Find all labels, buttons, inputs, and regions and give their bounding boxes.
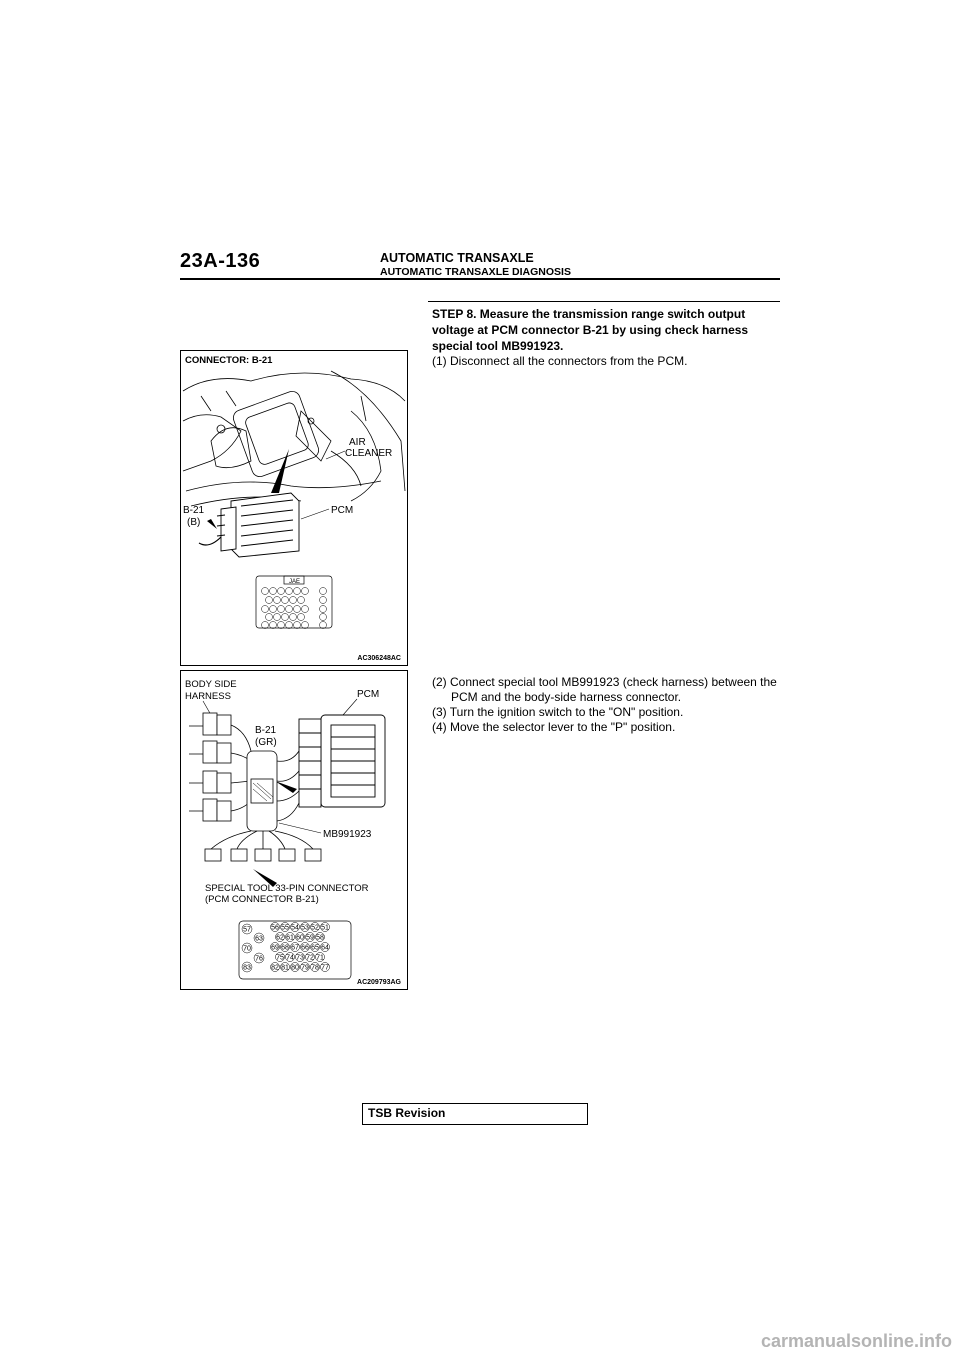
header-divider: [180, 278, 780, 280]
instruction-2: (2) Connect special tool MB991923 (check harness) between the PCM and the body-side harness connector.: [432, 675, 777, 704]
tsb-revision-label: TSB Revision: [368, 1106, 446, 1120]
pin-53: 53: [301, 924, 309, 932]
pin-51: 51: [321, 924, 329, 932]
label-body-side: BODY SIDE: [185, 679, 237, 690]
figure-check-harness: [180, 670, 408, 990]
figure1-code: AC306248AC: [357, 655, 401, 662]
pin-70: 70: [243, 945, 251, 953]
section-title: AUTOMATIC TRANSAXLE: [380, 251, 534, 265]
label-pcm: PCM: [331, 505, 354, 516]
pin-77: 77: [321, 964, 329, 972]
label-pcm-connector: (PCM CONNECTOR B-21): [205, 894, 319, 905]
label-harness: HARNESS: [185, 691, 231, 702]
pin-74: 74: [286, 954, 294, 962]
pin-82: 82: [271, 964, 279, 972]
pin-56: 56: [271, 924, 279, 932]
instruction-list: [432, 675, 777, 735]
label-special-tool: SPECIAL TOOL 33-PIN CONNECTOR: [205, 883, 369, 894]
step-divider: [428, 301, 780, 302]
label-air: AIR: [349, 437, 366, 448]
label-cleaner: CLEANER: [345, 448, 393, 459]
pin-61: 61: [286, 934, 294, 942]
pin-65: 65: [311, 944, 319, 952]
label-b21: B-21: [255, 725, 277, 736]
pin-81: 81: [281, 964, 289, 972]
pin-75: 75: [276, 954, 284, 962]
pin-76: 76: [255, 955, 263, 963]
pin-55: 55: [281, 924, 289, 932]
pin-54: 54: [291, 924, 299, 932]
pin-57: 57: [243, 926, 251, 934]
pin-78: 78: [311, 964, 319, 972]
page-number: 23A-136: [180, 250, 261, 272]
engine-bay-illustration: [181, 351, 407, 665]
pin-62: 62: [276, 934, 284, 942]
label-pcm: PCM: [357, 689, 380, 700]
pin-64: 64: [321, 944, 329, 952]
label-jae: JAE: [289, 579, 301, 585]
pin-58: 58: [316, 934, 324, 942]
pin-66: 66: [301, 944, 309, 952]
label-gr: (GR): [255, 737, 277, 748]
pin-60: 60: [296, 934, 304, 942]
pin-52: 52: [311, 924, 319, 932]
pin-71: 71: [316, 954, 324, 962]
pin-79: 79: [301, 964, 309, 972]
figure-connector-b21: [180, 350, 408, 666]
pin-80: 80: [291, 964, 299, 972]
step-title: STEP 8. Measure the transmission range switch output voltage at PCM connector B-21 by using check harness special tool MB991923.: [432, 307, 749, 353]
pin-73: 73: [296, 954, 304, 962]
check-harness-illustration: [181, 671, 407, 989]
pin-68: 68: [281, 944, 289, 952]
label-b21: B-21: [183, 505, 205, 516]
pin-72: 72: [306, 954, 314, 962]
pin-69: 69: [271, 944, 279, 952]
pin-83: 83: [243, 964, 251, 972]
watermark: carmanualsonline.info: [760, 1331, 952, 1351]
figure2-code: AC209793AG: [357, 979, 401, 986]
pin-59: 59: [306, 934, 314, 942]
section-subtitle: AUTOMATIC TRANSAXLE DIAGNOSIS: [380, 266, 571, 278]
label-mb991923: MB991923: [323, 829, 372, 840]
pin-67: 67: [291, 944, 299, 952]
figure1-caption: CONNECTOR: B-21: [185, 355, 273, 366]
label-b: (B): [187, 517, 201, 528]
instruction-3: (3) Turn the ignition switch to the "ON" position.: [432, 705, 684, 719]
instruction-1: (1) Disconnect all the connectors from the PCM.: [432, 354, 688, 368]
pin-63: 63: [255, 935, 263, 943]
instruction-4: (4) Move the selector lever to the "P" position.: [432, 720, 676, 734]
